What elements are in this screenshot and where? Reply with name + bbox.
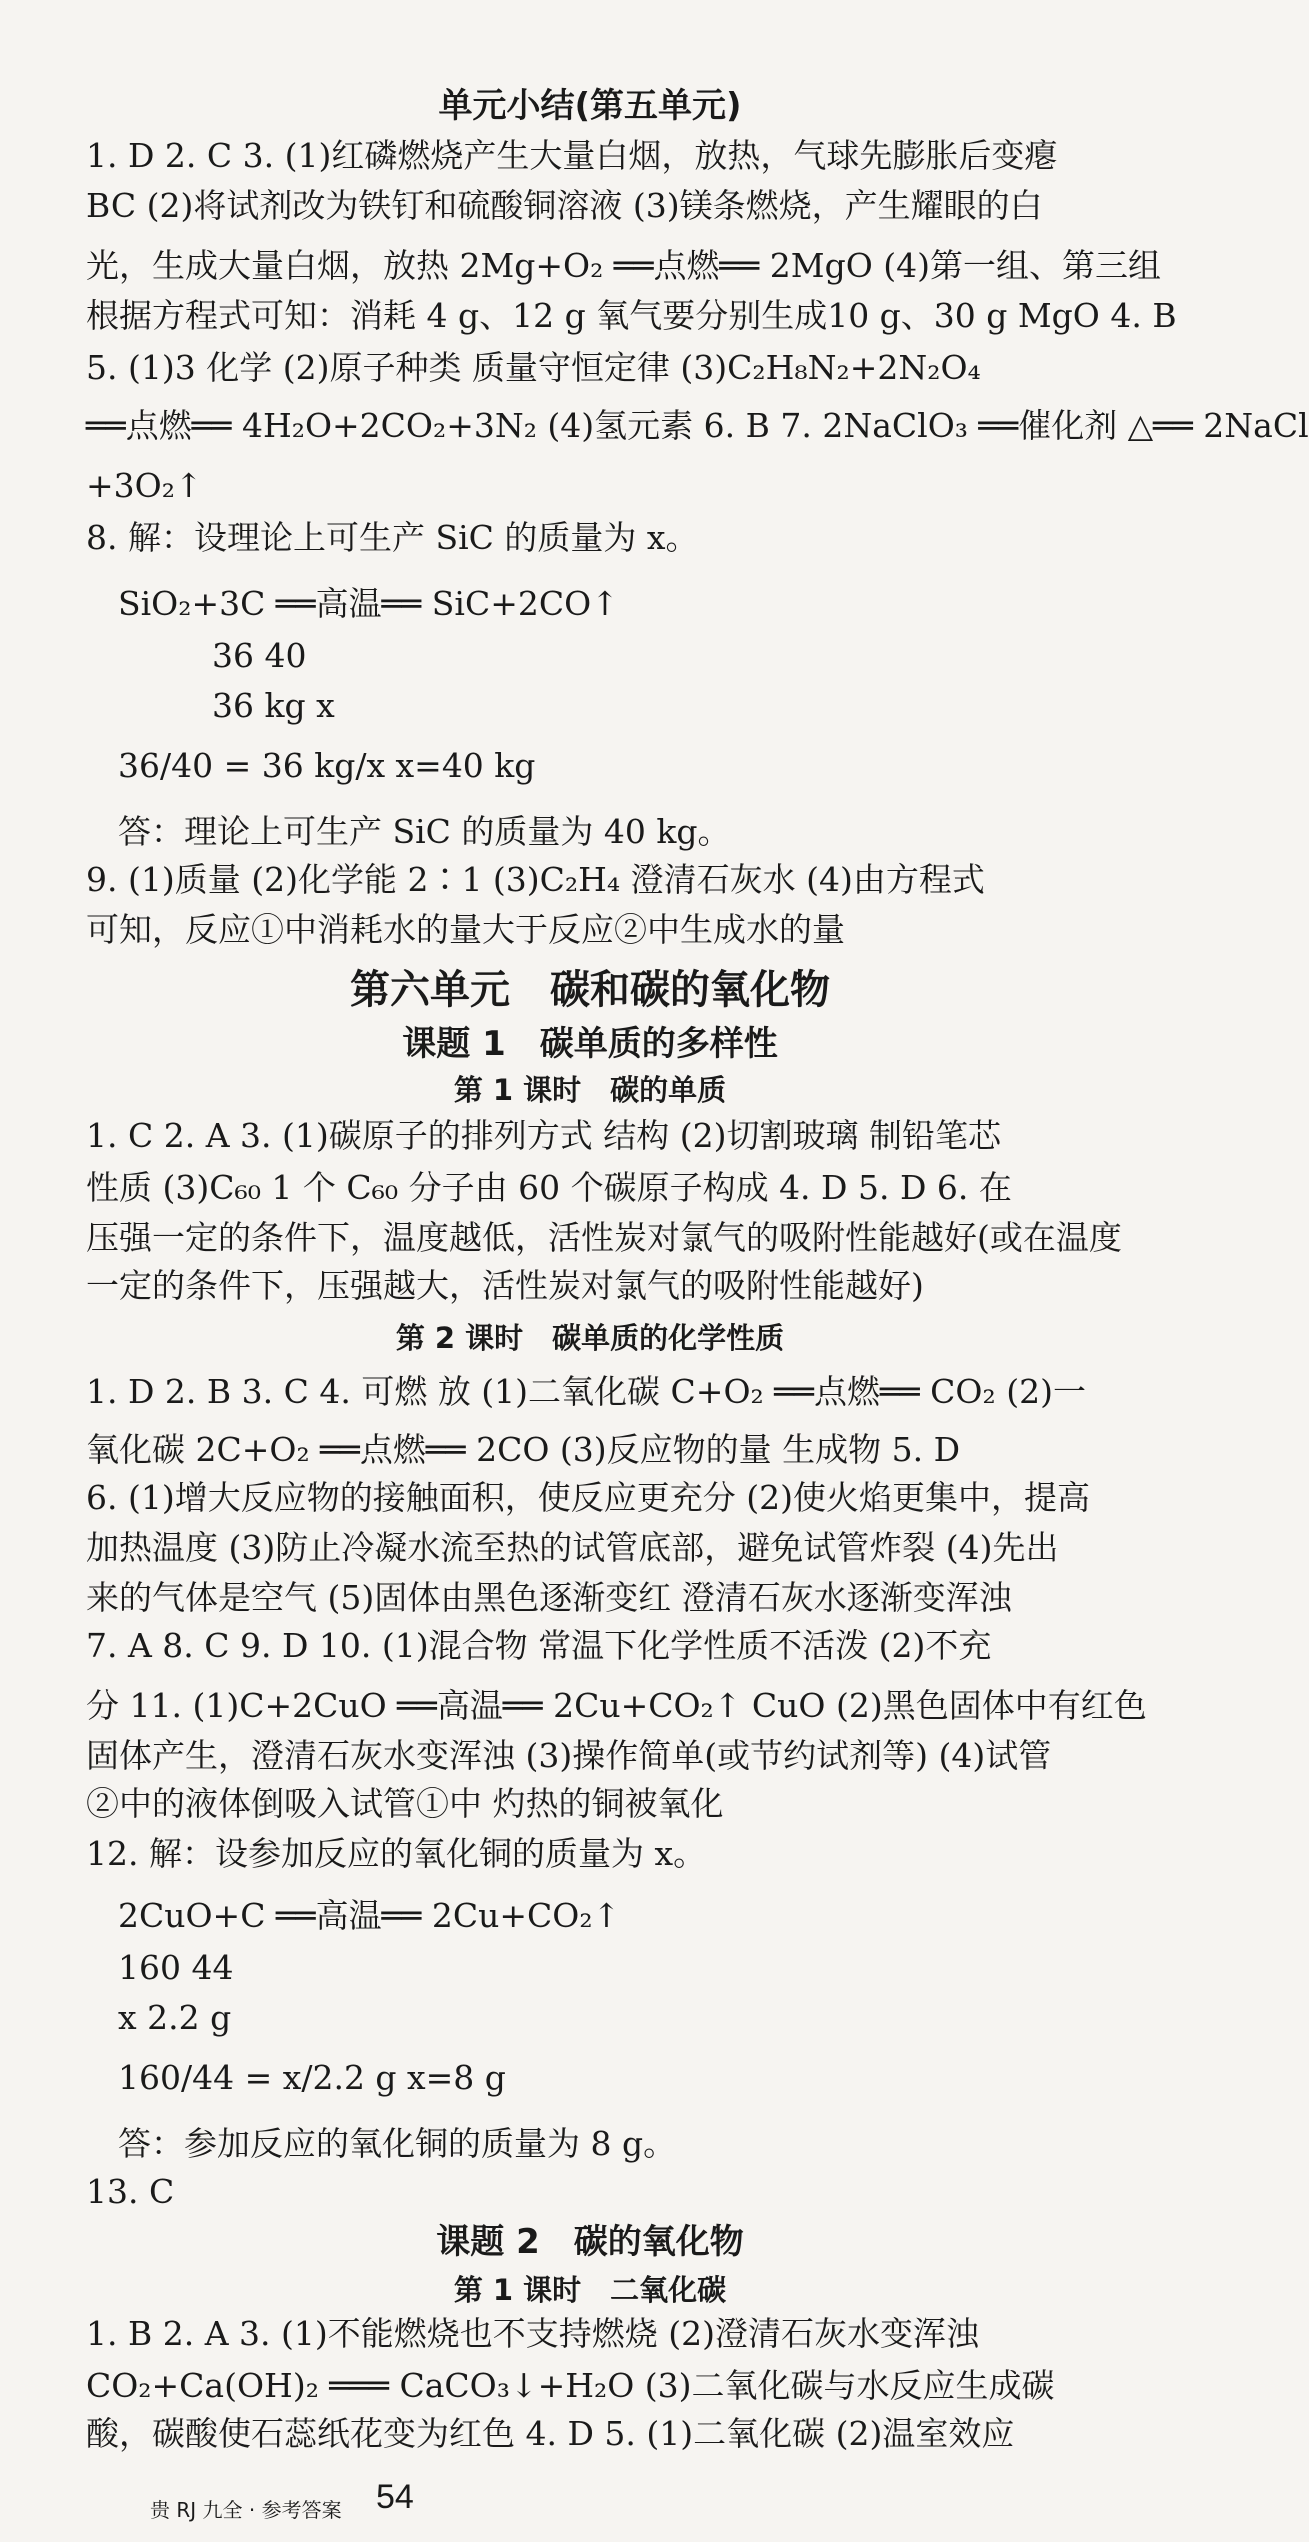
lesson3-line: 1. B 2. A 3. (1)不能燃烧也不支持燃烧 (2)澄清石灰水变浑浊 (86, 2314, 979, 2353)
answer-line: 答：参加反应的氧化铜的质量为 8 g。 (118, 2124, 677, 2163)
lesson1-line: 1. C 2. A 3. (1)碳原子的排列方式 结构 (2)切割玻璃 制铅笔芯 (86, 1116, 1001, 1155)
page-number: 54 (376, 2478, 414, 2516)
lesson2-line: 分 11. (1)C+2CuO ══高温══ 2Cu+CO₂↑ CuO (2)黑色固体中有红色 (86, 1686, 1147, 1725)
unit5-line: 8. 解：设理论上可生产 SiC 的质量为 x。 (86, 518, 699, 557)
lesson2-line: 固体产生，澄清石灰水变浑浊 (3)操作简单(或节约试剂等) (4)试管 (86, 1736, 1052, 1775)
lesson2-line: 加热温度 (3)防止冷凝水流至热的试管底部，避免试管炸裂 (4)先出 (86, 1528, 1059, 1567)
lesson2-line: 氧化碳 2C+O₂ ══点燃══ 2CO (3)反应物的量 生成物 5. D (86, 1430, 961, 1469)
topic2-title: 课题 2 碳的氧化物 (436, 2222, 744, 2262)
unit5-line: 根据方程式可知：消耗 4 g、12 g 氧气要分别生成10 g、30 g MgO 4. B (86, 296, 1177, 335)
lesson2-line: 6. (1)增大反应物的接触面积，使反应更充分 (2)使火焰更集中，提高 (86, 1478, 1090, 1517)
calc-line: 160 44 (118, 1948, 234, 1987)
lesson1-line: 一定的条件下，压强越大，活性炭对氯气的吸附性能越好) (86, 1266, 924, 1305)
lesson1-line: 性质 (3)C₆₀ 1 个 C₆₀ 分子由 60 个碳原子构成 4. D 5. D 6. 在 (86, 1168, 1012, 1207)
unit5-line: 1. D 2. C 3. (1)红磷燃烧产生大量白烟，放热，气球先膨胀后变瘪 (86, 136, 1058, 175)
calc-line: 36 40 (212, 636, 307, 675)
answer-line: 答：理论上可生产 SiC 的质量为 40 kg。 (118, 812, 731, 851)
lesson2-line: ②中的液体倒吸入试管①中 灼热的铜被氧化 (86, 1784, 724, 1823)
lesson2-line: 12. 解：设参加反应的氧化铜的质量为 x。 (86, 1834, 707, 1873)
unit5-line: +3O₂↑ (86, 466, 203, 505)
unit5-line: BC (2)将试剂改为铁钉和硫酸铜溶液 (3)镁条燃烧，产生耀眼的白 (86, 186, 1043, 225)
calc-line: 36 kg x (212, 686, 335, 725)
lesson1-title: 第 1 课时 碳的单质 (453, 1073, 727, 1107)
unit5-line: 9. (1)质量 (2)化学能 2∶1 (3)C₂H₄ 澄清石灰水 (4)由方程式 (86, 860, 985, 899)
lesson2-line: 7. A 8. C 9. D 10. (1)混合物 常温下化学性质不活泼 (2)不充 (86, 1626, 992, 1665)
lesson2-title: 第 2 课时 碳单质的化学性质 (395, 1321, 785, 1355)
lesson3-line: CO₂+Ca(OH)₂ ═══ CaCO₃↓+H₂O (3)二氧化碳与水反应生成碳 (86, 2366, 1055, 2405)
calc-line: 36/40 = 36 kg/x x=40 kg (118, 746, 536, 785)
calc-line: 160/44 = x/2.2 g x=8 g (118, 2058, 506, 2097)
lesson2-line: 来的气体是空气 (5)固体由黑色逐渐变红 澄清石灰水逐渐变浑浊 (86, 1578, 1012, 1617)
topic1-title: 课题 1 碳单质的多样性 (402, 1024, 778, 1064)
equation-line: 2CuO+C ══高温══ 2Cu+CO₂↑ (118, 1896, 621, 1935)
unit6-title: 第六单元 碳和碳的氧化物 (350, 967, 830, 1013)
unit5-summary-title: 单元小结(第五单元) (438, 86, 742, 126)
unit5-line: 光，生成大量白烟，放热 2Mg+O₂ ══点燃══ 2MgO (4)第一组、第三组 (86, 246, 1161, 285)
unit5-line: ══点燃══ 4H₂O+2CO₂+3N₂ (4)氢元素 6. B 7. 2NaClO₃ ══催化剂 △══ 2NaCl (86, 406, 1309, 445)
unit5-line: 可知，反应①中消耗水的量大于反应②中生成水的量 (86, 910, 845, 949)
equation-line: SiO₂+3C ══高温══ SiC+2CO↑ (118, 584, 619, 623)
lesson1-line: 压强一定的条件下，温度越低，活性炭对氯气的吸附性能越好(或在温度 (86, 1218, 1122, 1257)
footer-label: 贵 RJ 九全 · 参考答案 (150, 2498, 342, 2522)
lesson2-line: 13. C (86, 2172, 175, 2211)
lesson2-line: 1. D 2. B 3. C 4. 可燃 放 (1)二氧化碳 C+O₂ ══点燃══ CO₂ (2)一 (86, 1372, 1086, 1411)
lesson3-title: 第 1 课时 二氧化碳 (453, 2273, 727, 2307)
calc-line: x 2.2 g (118, 1998, 232, 2037)
lesson3-line: 酸，碳酸使石蕊纸花变为红色 4. D 5. (1)二氧化碳 (2)温室效应 (86, 2414, 1015, 2453)
unit5-line: 5. (1)3 化学 (2)原子种类 质量守恒定律 (3)C₂H₈N₂+2N₂O₄ (86, 348, 981, 387)
